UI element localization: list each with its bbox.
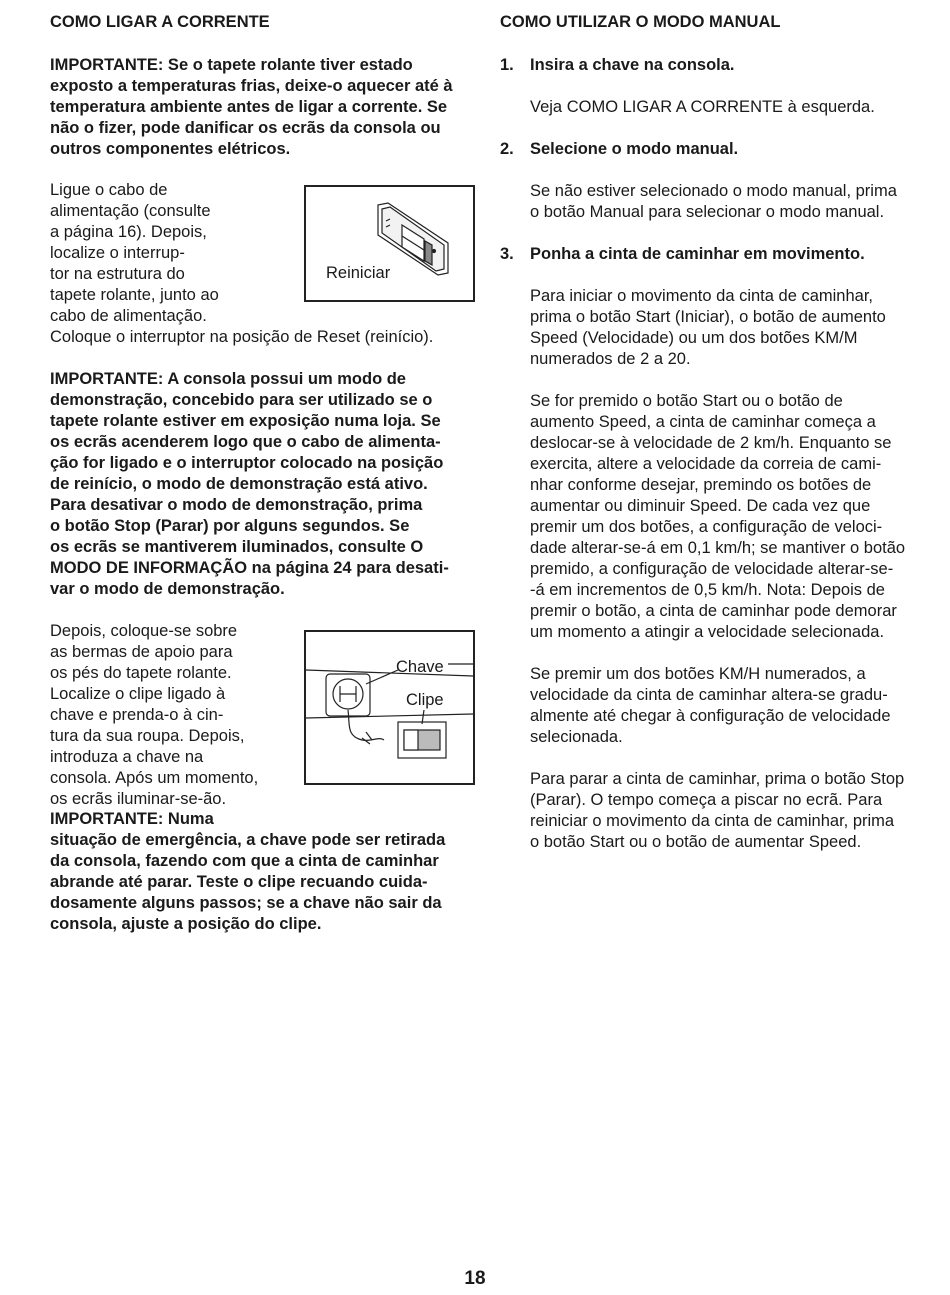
text-line: tor na estrutura do [50,265,185,283]
text-line: as bermas de apoio para [50,643,233,661]
text-line: tura da sua roupa. Depois, [50,727,245,745]
text-line: o botão Start ou o botão de aumentar Speed. [530,833,862,851]
text-line: os ecrãs iluminar-se-ão. [50,790,227,808]
text-line: MODO DE INFORMAÇÃO na página 24 para desati- [50,559,449,577]
text-line: situação de emergência, a chave pode ser retirada [50,831,446,849]
page-number: 18 [464,1268,486,1289]
text-line: almente até chegar à configuração de velocidade [530,707,891,725]
text-line: demonstração, concebido para ser utilizado se o [50,391,433,409]
text-line: alimentação (consulte [50,202,211,220]
text-line: IMPORTANTE: Se o tapete rolante tiver estado [50,56,413,74]
text-line: var o modo de demonstração. [50,580,285,598]
text-line: dade alterar-se-á em 0,1 km/h; se mantiver o botão [530,539,906,557]
step-title: Selecione o modo manual. [530,140,739,158]
text-line: exposto a temperaturas frias, deixe-o aquecer até à [50,77,453,95]
text-line: Para desativar o modo de demonstração, prima [50,496,423,514]
text-line: aumentar ou diminuir Speed. De cada vez que [530,497,871,515]
text-line: os ecrãs acenderem logo que o cabo de alimenta- [50,433,441,451]
text-line: IMPORTANTE: A consola possui um modo de [50,370,406,388]
key-clip-figure [304,630,475,785]
text-line: abrande até parar. Teste o clipe recuando cuida- [50,873,428,891]
text-line: Se for premido o botão Start ou o botão de [530,392,843,410]
text-line: IMPORTANTE: Numa [50,810,214,828]
reset-switch-illustration [306,187,473,300]
text-line: consola, ajuste a posição do clipe. [50,915,322,933]
text-line: dosamente alguns passos; se a chave não sair da [50,894,442,912]
text-line: Para iniciar o movimento da cinta de caminhar, [530,287,874,305]
text-line: consola. Após um momento, [50,769,259,787]
text-line: selecionada. [530,728,623,746]
text-line: Ligue o cabo de [50,181,168,199]
text-line: Speed (Velocidade) ou um dos botões KM/M [530,329,858,347]
text-line: um momento a atingir a velocidade selecionada. [530,623,885,641]
text-line: Para parar a cinta de caminhar, prima o botão Stop [530,770,905,788]
text-line: os pés do tapete rolante. [50,664,232,682]
text-line: o botão Manual para selecionar o modo manual. [530,203,885,221]
text-line: introduza a chave na [50,748,204,766]
reset-label: Reiniciar [326,264,391,282]
text-line: localize o interrup- [50,244,185,262]
text-line: Depois, coloque-se sobre [50,622,238,640]
text-line: de reinício, o modo de demonstração está ativo. [50,475,428,493]
step-number: 1. [500,56,514,74]
step-number: 2. [500,140,514,158]
text-line: chave e prenda-o à cin- [50,706,224,724]
text-line: premir um dos botões, a configuração de veloci- [530,518,883,536]
text-line: reiniciar o movimento da cinta de caminhar, prima [530,812,895,830]
section-heading-power: COMO LIGAR A CORRENTE [50,13,270,31]
clip-label: Clipe [406,691,444,709]
text-line: outros componentes elétricos. [50,140,291,158]
section-heading-manual: COMO UTILIZAR O MODO MANUAL [500,13,781,31]
key-label: Chave [396,658,444,676]
text-line: Se não estiver selecionado o modo manual, prima [530,182,897,200]
text-line: prima o botão Start (Iniciar), o botão de aumento [530,308,886,326]
text-line: a página 16). Depois, [50,223,207,241]
text-line: Coloque o interruptor na posição de Reset (reinício). [50,328,434,346]
reset-switch-figure [304,185,475,302]
text-line: velocidade da cinta de caminhar altera-se gradu- [530,686,888,704]
text-line: o botão Stop (Parar) por alguns segundos. Se [50,517,410,535]
key-clip-illustration [306,632,473,783]
text-line: premido, a configuração de velocidade alterar-se- [530,560,894,578]
text-line: Veja COMO LIGAR A CORRENTE à esquerda. [530,98,875,116]
step-number: 3. [500,245,514,263]
text-line: (Parar). O tempo começa a piscar no ecrã. Para [530,791,883,809]
text-line: não o fizer, pode danificar os ecrãs da consola ou [50,119,441,137]
step-title: Insira a chave na consola. [530,56,735,74]
text-line: premir o botão, a cinta de caminhar pode demorar [530,602,897,620]
text-line: tapete rolante, junto ao [50,286,219,304]
text-line: tapete rolante estiver em exposição numa loja. Se [50,412,441,430]
text-line: os ecrãs se mantiverem iluminados, consulte O [50,538,424,556]
text-line: -á em incrementos de 0,5 km/h. Nota: Depois de [530,581,885,599]
text-line: exercita, altere a velocidade da correia de cami- [530,455,882,473]
text-line: cabo de alimentação. [50,307,207,325]
text-line: temperatura ambiente antes de ligar a corrente. Se [50,98,448,116]
text-line: aumento Speed, a cinta de caminhar começa a [530,413,876,431]
text-line: nhar conforme desejar, premindo os botões de [530,476,872,494]
text-line: da consola, fazendo com que a cinta de caminhar [50,852,439,870]
text-line: ção for ligado e o interruptor colocado na posição [50,454,444,472]
step-title: Ponha a cinta de caminhar em movimento. [530,245,865,263]
text-line: Se premir um dos botões KM/H numerados, a [530,665,866,683]
text-line: numerados de 2 a 20. [530,350,691,368]
text-line: deslocar-se à velocidade de 2 km/h. Enquanto se [530,434,892,452]
text-line: Localize o clipe ligado à [50,685,226,703]
